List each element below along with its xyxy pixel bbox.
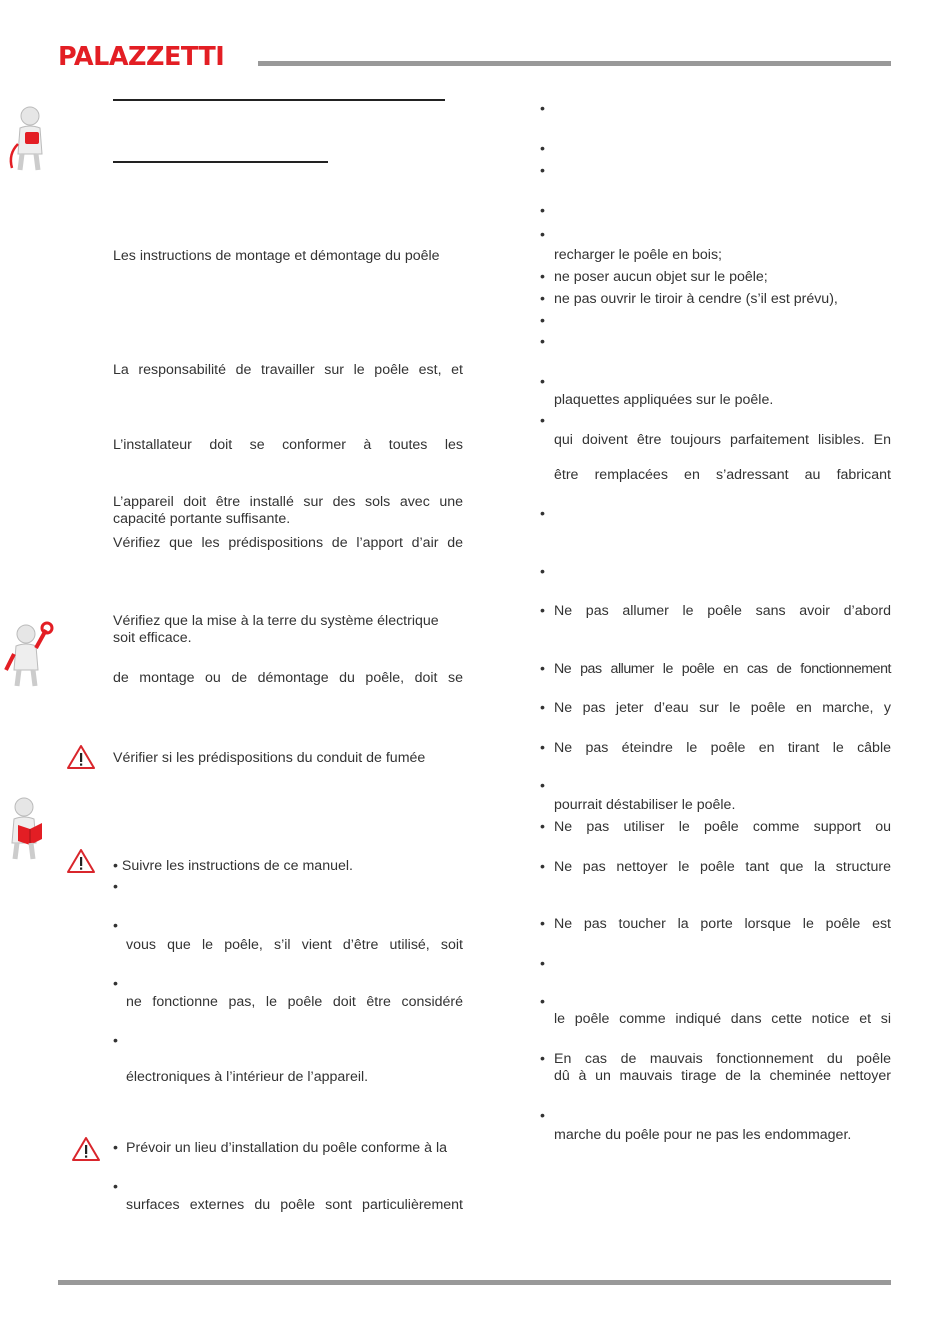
paragraph-floor-line1: L’appareil doit être installé sur des sols avec une — [113, 494, 463, 510]
warning-triangle-icon — [71, 1136, 101, 1162]
list-item-legible: qui doivent être toujours parfaitement lisibles. En — [554, 432, 891, 448]
list-bullet — [540, 334, 550, 351]
list-item-no-damage: marche du poêle pour ne pas les endommager. — [554, 1127, 852, 1143]
paragraph-responsibility: La responsabilité de travailler sur le poêle est, et — [113, 362, 463, 378]
person-with-wrench-icon — [0, 618, 60, 688]
list-bullet — [540, 1051, 550, 1068]
paragraph-flue: Vérifier si les prédispositions du conduit de fumée — [113, 750, 426, 766]
list-bullet — [540, 994, 550, 1011]
list-bullet — [540, 203, 550, 220]
list-bullet — [540, 141, 550, 158]
list-item-plates: plaquettes appliquées sur le poêle. — [554, 392, 774, 408]
list-item-power-cable: Ne pas éteindre le poêle en tirant le câble — [554, 740, 891, 756]
list-bullet — [540, 1108, 550, 1125]
paragraph-earthing-line2: soit efficace. — [113, 630, 192, 646]
paragraph-maintenance: de montage ou de démontage du poêle, doit se — [113, 670, 463, 686]
list-item-installation-place: Prévoir un lieu d’installation du poêle conforme à la — [126, 1140, 447, 1156]
list-bullet — [540, 778, 550, 795]
list-item-destabilise: pourrait déstabiliser le poêle. — [554, 797, 736, 813]
list-bullet — [540, 956, 550, 973]
list-bullet — [113, 976, 123, 993]
list-bullet — [113, 1140, 123, 1157]
list-bullet — [540, 227, 550, 244]
list-bullet — [540, 374, 550, 391]
list-item-ash-drawer: ne pas ouvrir le tiroir à cendre (s’il est prévu), — [554, 291, 838, 307]
list-item-bad-draught-line1: En cas de mauvais fonctionnement du poêle — [554, 1051, 891, 1067]
list-bullet — [540, 819, 550, 836]
list-item-replace: être remplacées en s’adressant au fabricant — [554, 467, 891, 483]
paragraph-assembly-instructions: Les instructions de montage et démontage du poêle — [113, 248, 440, 264]
list-bullet — [113, 879, 123, 896]
list-item-no-support: Ne pas utiliser le poêle comme support ou — [554, 819, 891, 835]
list-item-no-water: Ne pas jeter d’eau sur le poêle en marche, y — [554, 700, 891, 716]
list-item-as-indicated: le poêle comme indiqué dans cette notice et si — [554, 1011, 891, 1027]
list-bullet — [113, 918, 123, 935]
paragraph-air-supply: Vérifiez que les prédispositions de l’apport d’air de — [113, 535, 463, 551]
list-bullet — [540, 413, 550, 430]
paragraph-installer: L’installateur doit se conformer à toutes les — [113, 437, 463, 453]
header-rule — [258, 61, 891, 66]
section-title-line — [113, 99, 445, 101]
list-item-recharge-wood: recharger le poêle en bois; — [554, 247, 722, 263]
list-item-malfunction: Ne pas allumer le poêle en cas de fonctionnement — [554, 661, 891, 677]
list-bullet — [540, 291, 550, 308]
list-bullet — [113, 1179, 123, 1196]
footer-rule — [58, 1280, 891, 1285]
list-item-no-objects: ne poser aucun objet sur le poêle; — [554, 269, 768, 285]
list-item-bad-draught-line2: dû à un mauvais tirage de la cheminée nettoyer — [554, 1068, 891, 1084]
warning-triangle-icon — [66, 744, 96, 770]
list-bullet — [113, 1033, 123, 1050]
list-item-hot-surfaces: surfaces externes du poêle sont particulièrement — [126, 1197, 463, 1213]
list-bullet — [540, 506, 550, 523]
list-bullet — [540, 163, 550, 180]
person-reading-manual-icon — [0, 795, 52, 861]
list-bullet — [540, 603, 550, 620]
list-bullet — [540, 916, 550, 933]
paragraph-earthing-line1: Vérifiez que la mise à la terre du système électrique — [113, 613, 439, 629]
warning-triangle-icon — [66, 848, 96, 874]
list-bullet — [540, 564, 550, 581]
list-item-faulty: ne fonctionne pas, le poêle doit être considéré — [126, 994, 463, 1010]
list-bullet — [540, 740, 550, 757]
list-item-follow-manual: • Suivre les instructions de ce manuel. — [113, 858, 353, 874]
list-bullet — [540, 700, 550, 717]
paragraph-floor-line2: capacité portante suffisante. — [113, 511, 291, 527]
person-with-plug-icon — [0, 104, 58, 174]
list-item-no-cleaning: Ne pas nettoyer le poêle tant que la structure — [554, 859, 891, 875]
list-bullet — [540, 269, 550, 286]
list-bullet — [540, 313, 550, 330]
list-item-no-ignite: Ne pas allumer le poêle sans avoir d’abord — [554, 603, 891, 619]
list-item-stove-cool: vous que le poêle, s’il vient d’être utilisé, soit — [126, 937, 463, 953]
brand-logo: PALAZZETTI — [58, 42, 225, 72]
list-item-no-touch-door: Ne pas toucher la porte lorsque le poêle est — [554, 916, 891, 932]
subsection-title-line — [113, 161, 328, 163]
list-bullet — [540, 859, 550, 876]
list-bullet — [540, 101, 550, 118]
list-item-electronics: électroniques à l’intérieur de l’appareil. — [126, 1069, 369, 1085]
list-bullet — [540, 661, 550, 678]
